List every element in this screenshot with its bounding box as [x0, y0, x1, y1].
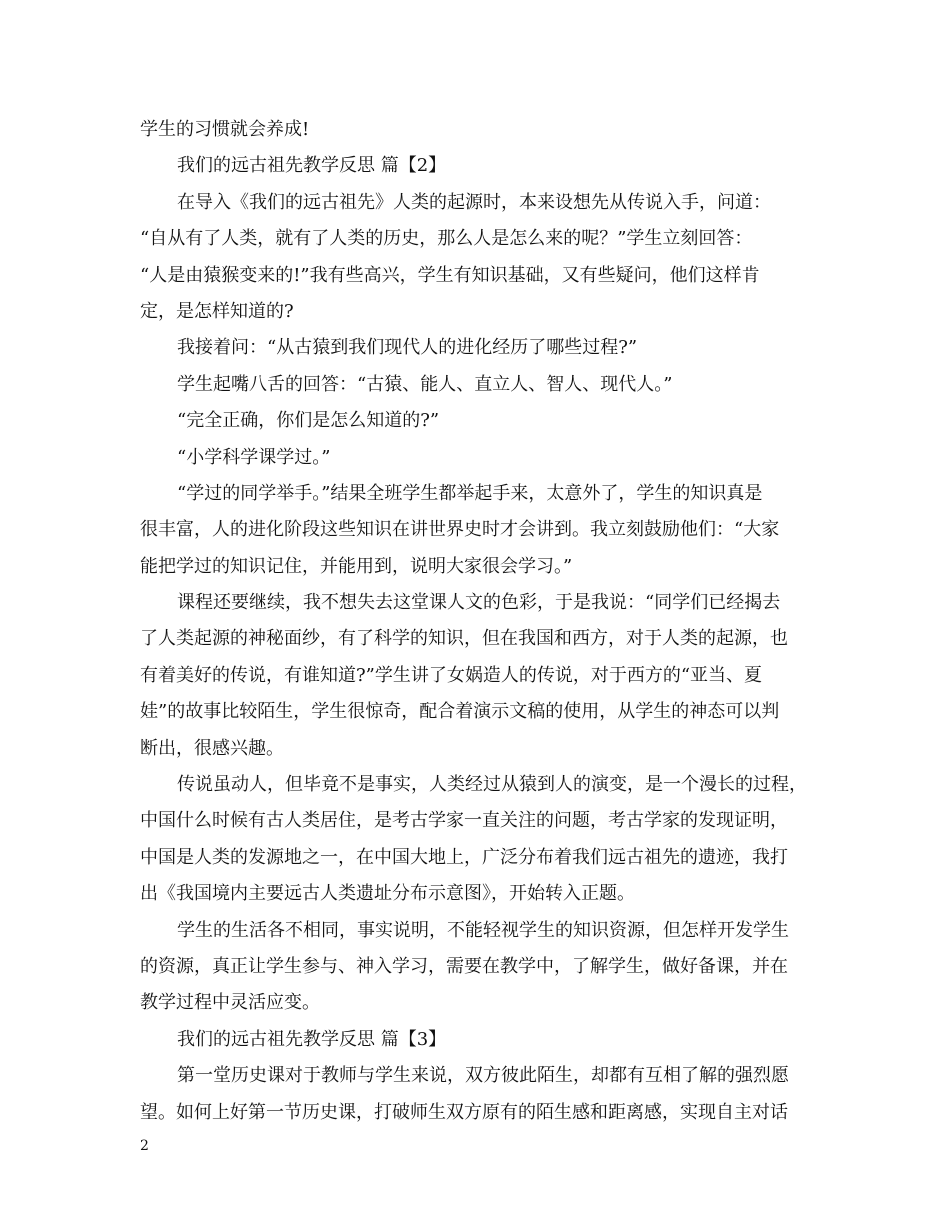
text-line: 中国什么时候有古人类居住，是考古学家一直关注的问题，考古学家的发现证明，: [140, 810, 788, 832]
text-line: 我们的远古祖先教学反思 篇【3】: [177, 1028, 447, 1050]
text-line: “完全正确，你们是怎么知道的?”: [177, 410, 440, 432]
text-line: “人是由猿猴变来的!”我有些高兴，学生有知识基础，又有些疑问，他们这样肯: [140, 264, 760, 286]
text-line: 有着美好的传说，有谁知道?”学生讲了女娲造人的传说，对于西方的“亚当、夏: [140, 664, 763, 686]
text-line: 教学过程中灵活应变。: [140, 992, 320, 1014]
text-line: 学生的习惯就会养成!: [140, 119, 310, 140]
body-text: [140, 112, 820, 1131]
text-line: 课程还要继续，我不想失去这堂课人文的色彩，于是我说：“同学们已经揭去: [177, 592, 781, 614]
text-line: 第一堂历史课对于教师与学生来说，双方彼此陌生，却都有互相了解的强烈愿: [177, 1065, 789, 1087]
text-line: 定，是怎样知道的?: [140, 300, 294, 322]
text-line: 断出，很感兴趣。: [140, 737, 284, 759]
text-line: 娃”的故事比较陌生，学生很惊奇，配合着演示文稿的使用，从学生的神态可以判: [140, 701, 780, 723]
text-line: 我接着问：“从古猿到我们现代人的进化经历了哪些过程?”: [177, 337, 638, 359]
text-line: 望。如何上好第一节历史课，打破师生双方原有的陌生感和距离感，实现自主对话: [140, 1101, 788, 1123]
text-line: 能把学过的知识记住，并能用到，说明大家很会学习。”: [140, 555, 573, 577]
text-line: 学生起嘴八舌的回答：“古猿、能人、直立人、智人、现代人。”: [177, 373, 673, 395]
text-line: “小学科学课学过。”: [177, 446, 331, 468]
text-line: 了人类起源的神秘面纱，有了科学的知识，但在我国和西方，对于人类的起源，也: [140, 628, 788, 650]
text-line: 学生的生活各不相同，事实说明，不能轻视学生的知识资源，但怎样开发学生: [177, 919, 789, 941]
text-line: 我们的远古祖先教学反思 篇【2】: [177, 155, 447, 177]
text-line: “自从有了人类，就有了人类的历史，那么人是怎么来的呢？”学生立刻回答：: [140, 228, 753, 250]
page-number: 2: [140, 1138, 149, 1154]
text-line: “学过的同学举手。”结果全班学生都举起手来，太意外了，学生的知识真是: [177, 482, 763, 504]
text-line: 很丰富，人的进化阶段这些知识在讲世界史时才会讲到。我立刻鼓励他们：“大家: [140, 519, 780, 541]
text-line: 中国是人类的发源地之一，在中国大地上，广泛分布着我们远古祖先的遗迹，我打: [140, 846, 788, 868]
text-line: 出《我国境内主要远古人类遗址分布示意图》，开始转入正题。: [140, 883, 635, 905]
text-line: 传说虽动人，但毕竟不是事实，人类经过从猿到人的演变，是一个漫长的过程，: [177, 774, 807, 796]
text-line: 的资源，真正让学生参与、神入学习，需要在教学中，了解学生，做好备课，并在: [140, 955, 788, 977]
text-line: 在导入《我们的远古祖先》人类的起源时，本来设想先从传说入手，问道：: [177, 191, 771, 213]
